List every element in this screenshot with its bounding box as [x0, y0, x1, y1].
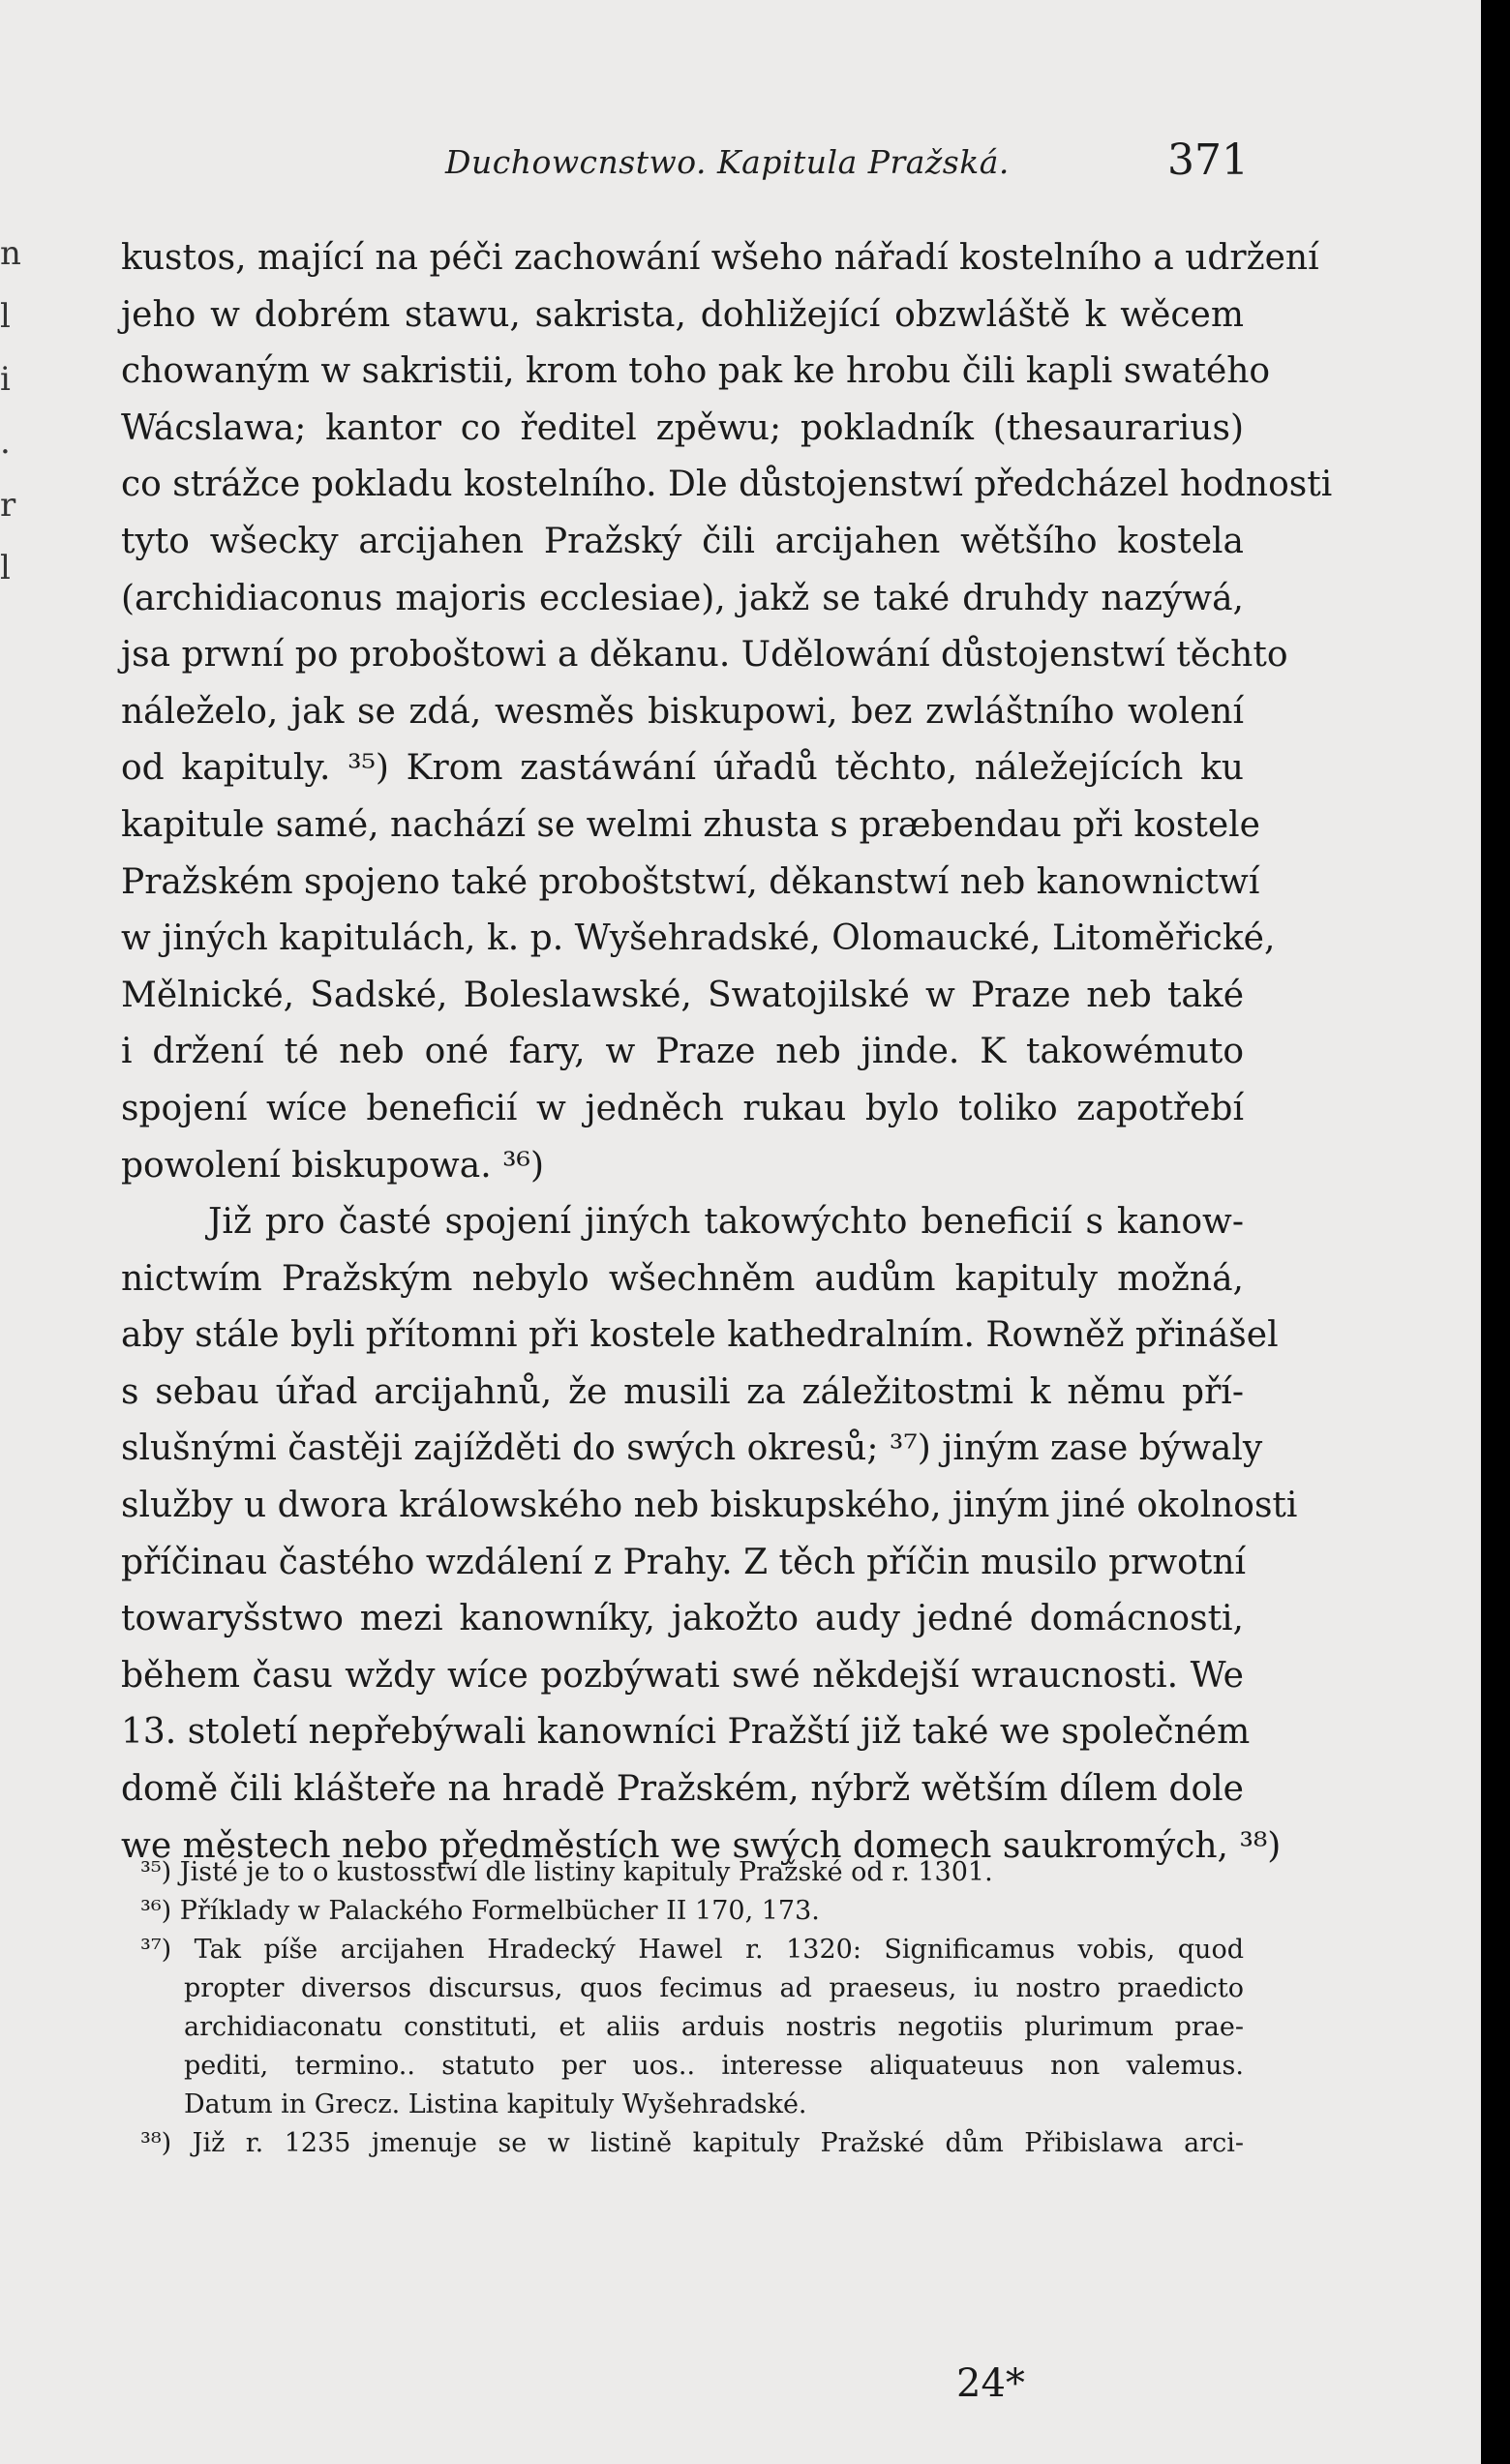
bleed-glyph: i — [0, 360, 11, 399]
bleed-glyph: l — [0, 549, 11, 587]
page-header — [445, 135, 1249, 194]
main-text — [121, 230, 1333, 1875]
footnote-line: ³⁶) Příklady w Palackého Formelbücher II 170, 173. — [140, 1896, 820, 1926]
text-line: Pražském spojeno také proboštstwí, děkanstwí neb kanownictwí — [121, 861, 1260, 902]
text-line: jeho w dobrém stawu, sakrista, dohližející obzwláště k wěcem — [121, 294, 1244, 335]
text-line: jsa prwní po proboštowi a děkanu. Udělowání důstojenstwí těchto — [121, 635, 1288, 676]
bleed-glyph: l — [0, 297, 11, 336]
text-line: Mělnické, Sadské, Boleslawské, Swatojilské w Praze neb také — [121, 975, 1244, 1015]
footnote-line: Datum in Grecz. Listina kapituly Wyšehradské. — [184, 2089, 807, 2119]
text-line: domě čili klášteře na hradě Pražském, nýbrž wětším dílem dole — [121, 1769, 1244, 1810]
text-line: spojení wíce beneficií w jedněch rukau bylo toliko zapotřebí — [121, 1088, 1244, 1128]
signature-mark: 24* — [956, 2361, 1025, 2406]
text-line: (archidiaconus majoris ecclesiae), jakž se také druhdy nazýwá, — [121, 578, 1244, 618]
adjacent-page-margin — [0, 223, 29, 600]
bleed-glyph: r — [0, 486, 16, 525]
text-line: co strážce pokladu kostelního. Dle důstojenstwí předcházel hodnosti — [121, 465, 1333, 505]
text-line: Již pro časté spojení jiných takowýchto beneficií s kanow- — [208, 1202, 1244, 1243]
text-line: chowaným w sakristii, krom toho pak ke hrobu čili kapli swatého — [121, 351, 1271, 392]
text-line: příčinau častého wzdálení z Prahy. Z těch příčin musilo prwotní — [121, 1542, 1247, 1582]
footnote-line: propter diversos discursus, quos fecimus ad praeseus, iu nostro praedicto — [184, 1973, 1244, 2003]
footnote-line: ³⁸) Již r. 1235 jmenuje se w listině kapituly Pražské dům Přibislawa arci- — [140, 2128, 1244, 2158]
footnote-line: pediti, termino.. statuto per uos.. interesse aliquateuus non valemus. — [184, 2051, 1244, 2081]
text-line: kustos, mající na péči zachowání wšeho nářadí kostelního a udržení — [121, 238, 1319, 278]
text-line: tyto wšecky arcijahen Pražský čili arcijahen wětšího kostela — [121, 521, 1244, 561]
text-line: služby u dwora králowského neb biskupského, jiným jiné okolnosti — [121, 1486, 1298, 1526]
footnote-line: archidiaconatu constituti, et aliis arduis nostris negotiis plurimum prae- — [184, 2012, 1244, 2042]
text-line: we městech nebo předměstích we swých domech saukromých, ³⁸) — [121, 1825, 1282, 1866]
running-title: Duchowcnstwo. Kapitula Pražská. — [445, 143, 1010, 181]
footnotes — [121, 1853, 1244, 2163]
bleed-glyph: . — [0, 423, 11, 462]
text-line: powolení biskupowa. ³⁶) — [121, 1145, 544, 1186]
footnote-line: ³⁵) Jisté je to o kustosstwí dle listiny kapituly Pražské od r. 1301. — [140, 1857, 993, 1887]
footnote-line: ³⁷) Tak píše arcijahen Hradecký Hawel r. 1320: Significamus vobis, quod — [140, 1935, 1244, 1965]
page-number: 371 — [1167, 135, 1249, 185]
text-line: nictwím Pražským nebylo wšechněm audům kapituly možná, — [121, 1258, 1244, 1299]
text-line: Wácslawa; kantor co ředitel zpěwu; pokladník (thesaurarius) — [121, 407, 1244, 448]
text-line: slušnými častěji zajížděti do swých okresů; ³⁷) jiným zase býwaly — [121, 1428, 1263, 1469]
text-line: w jiných kapitulách, k. p. Wyšehradské, Olomaucké, Litoměřické, — [121, 918, 1276, 959]
text-line: během času wždy wíce pozbýwati swé někdejší wraucnosti. We — [121, 1655, 1244, 1696]
text-line: 13. století nepřebýwali kanowníci Pražští již také we společném — [121, 1712, 1251, 1753]
text-line: i držení té neb oné fary, w Praze neb jinde. K takowémuto — [121, 1032, 1244, 1072]
text-line: towaryšstwo mezi kanowníky, jakožto audy jedné domácnosti, — [121, 1599, 1244, 1639]
bleed-glyph: n — [0, 234, 21, 273]
text-line: kapitule samé, nachází se welmi zhusta s præbendau při kostele — [121, 804, 1260, 845]
text-line: od kapituly. ³⁵) Krom zastáwání úřadů těchto, náležejících ku — [121, 748, 1244, 789]
text-line: s sebau úřad arcijahnů, že musili za záležitostmi k němu pří- — [121, 1371, 1244, 1412]
text-line: aby stále byli přítomni při kostele kathedralním. Rowněž přinášel — [121, 1315, 1279, 1356]
text-line: náleželo, jak se zdá, wesměs biskupowi, bez zwláštního wolení — [121, 691, 1244, 732]
